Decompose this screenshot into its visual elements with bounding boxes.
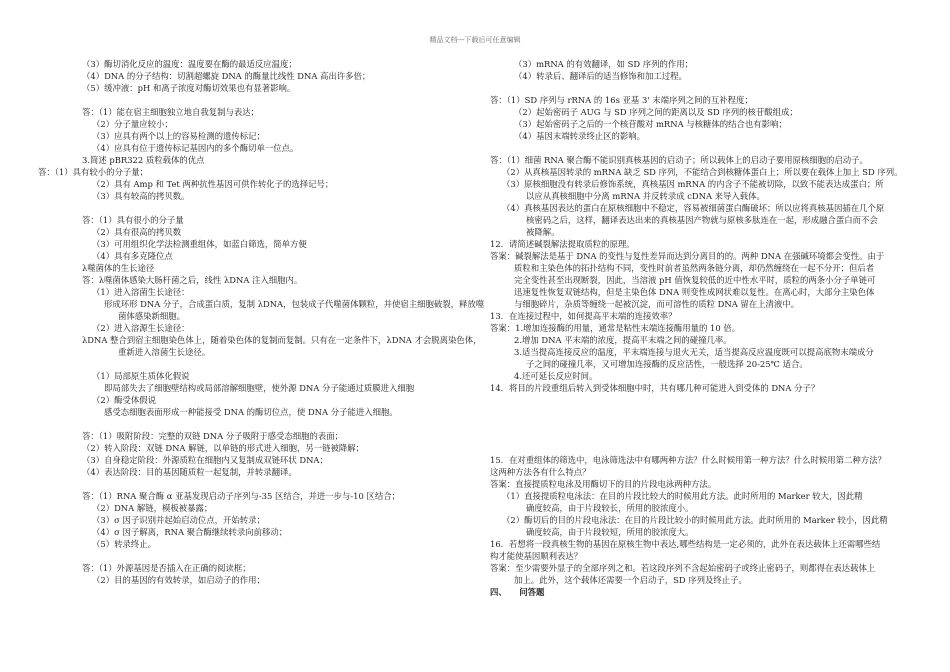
page-header: 精品文档---下载后可任意编辑 xyxy=(429,36,521,44)
blank-line xyxy=(490,82,905,94)
text-line: 确度较高，由于片段较短，所用的胶浓度大。 xyxy=(526,527,694,537)
text-line: 即局部失去了细胞壁结构或局部溶解细胞壁，使外源 DNA 分子能通过质膜进入细胞 xyxy=(104,383,415,393)
text-line: 确度较高，由于片段较长，所用的胶浓度小。 xyxy=(526,503,694,513)
text-line: （2）具有 Amp 和 Tet 两种抗性基因可供作转化子的选择记号； xyxy=(92,179,334,189)
text-line: （4）DNA 的分子结构：切割超螺旋 DNA 的酶量比线性 DNA 高出许多倍； xyxy=(82,71,371,81)
text-line: 14．将目的片段重组后转入到受体细胞中时，共有哪几种可能进入到受体的 DNA 分子？ xyxy=(490,383,820,393)
text-line: （1）进入溶菌生长途径： xyxy=(92,287,190,297)
text-line: 答：（1）具有很小的分子量 xyxy=(82,215,184,225)
text-line: （3）自身稳定阶段：外源质粒在细胞内又复制成双链环状 DNA； xyxy=(82,455,328,465)
blank-line xyxy=(38,550,468,562)
text-line: 答案：至少需要外显子的全部序列之和。若这段序列不含起始密码子或终止密码子，则都得在表达载体上 xyxy=(490,563,876,573)
text-line: 形成环形 DNA 分子，合成蛋白质，复制 λDNA，包装成子代噬菌体颗粒，并使宿主细胞破裂，释放噬 xyxy=(104,299,485,309)
text-line: 3.适当提高连接反应的温度，平末端连接与退火无关，适当提高反应温度既可以提高底物末端成分 xyxy=(514,347,874,357)
text-line: 质粒和主染色体的拓扑结构不同，变性时前者虽然两条链分离，却仍然缠绕在一起不分开；但后者 xyxy=(514,263,875,273)
text-line: （2）目的基因的有效转录，如启动子的作用； xyxy=(92,575,265,585)
text-line: （3）可用组织化学法检测重组体，如蓝白筛选，简单方便 xyxy=(92,239,307,249)
text-line: 答：（1）SD 序列与 rRNA 的 16s 亚基 3' 末端序列之间的互补程度； xyxy=(490,95,753,105)
text-line: 答：（1）RNA 聚合酶 α 亚基发现启动子序列与-35 区结合，并进一步与-10 区结合； xyxy=(82,491,401,501)
blank-line xyxy=(38,358,468,370)
text-line: （4）基因末端转录终止区的影响。 xyxy=(514,131,645,141)
right-column xyxy=(490,58,905,598)
text-line: （3）酶切消化反应的温度：温度要在酶的最适反应温度； xyxy=(82,59,297,69)
text-line: 答案：1.增加连接酶的用量，通常是粘性末端连接酶用量的 10 倍。 xyxy=(490,323,741,333)
text-line: 15．在对重组体的筛选中，电泳筛选法中有哪两种方法？什么时候用第一种方法？什么时候用第二种方法？ xyxy=(490,455,886,465)
text-line: （2）具有很高的拷贝数 xyxy=(92,227,182,237)
text-line: （4）σ 因子解离，RNA 聚合酶继续转录向前移动； xyxy=(92,527,288,537)
blank-line xyxy=(490,442,905,454)
text-line: （4）应具有位于遗传标记基因内的多个酶切单一位点。 xyxy=(92,143,299,153)
text-line: 迅速复性恢复双链结构，但是主染色体 DNA 则变性成网状难以复性。在离心时，大部分主染色体 xyxy=(514,287,875,297)
text-line: 答案：直接提质粒电泳及用酶切下的目的片段电泳两种方法。 xyxy=(490,479,717,489)
text-line: 答案：碱裂解法是基于 DNA 的变性与复性差异而达到分离目的的。两种 DNA 在强碱环境都会变性。由于 xyxy=(490,251,885,261)
text-line: （2）从真核基因转录的 mRNA 缺乏 SD 序列，不能结合到核糖体蛋白上；所以要在载体上加上 SD 序列。 xyxy=(502,167,903,177)
text-line: 这两种方法各有什么特点？ xyxy=(490,467,591,477)
text-line: （3）σ 因子识别并起始启动位点，开始转录； xyxy=(92,515,265,525)
text-line: （4）真核基因表达的蛋白在原核细胞中不稳定，容易被细菌蛋白酶破坏；所以应将真核基因插在几个原 xyxy=(502,203,885,213)
blank-line xyxy=(490,418,905,430)
text-line: 加上。此外，这个载体还需要一个启动子，SD 序列及终止子。 xyxy=(514,575,747,585)
text-line: （4）具有多克隆位点 xyxy=(92,251,173,261)
text-line: λ噬菌体的生长途径 xyxy=(82,263,155,273)
text-line: 答：λ噬菌体感染大肠杆菌之后，线性 λDNA 注入细胞内。 xyxy=(82,275,303,285)
text-line: 四、 问答题 xyxy=(490,587,545,597)
text-line: λDNA 整合到宿主细胞染色体上，随着染色体的复制而复制。只有在一定条件下，λDNA 才会脱离染色体， xyxy=(82,335,482,345)
text-line: 与细胞碎片，杂质等缠绕一起被沉淀，而可溶性的质粒 DNA 留在上清液中。 xyxy=(514,299,800,309)
text-line: 答：（1）吸附阶段：完整的双链 DNA 分子吸附于感受态细胞的表面； xyxy=(82,431,344,441)
text-line: （5）转录终止。 xyxy=(92,539,156,549)
text-line: 答：（1）细菌 RNA 聚合酶不能识别真核基因的启动子；所以载体上的启动子要用原核细胞的启动子。 xyxy=(490,155,868,165)
text-line: （1）直接提质粒电泳法：在目的片段比较大的时候用此方法。此时所用的 Marker 较大，因此精 xyxy=(502,491,863,501)
text-line: （2）酶受体假说 xyxy=(92,395,156,405)
text-line: （1）局部原生质体化假说 xyxy=(92,371,190,381)
text-line: （3）应具有两个以上的容易检测的遗传标记； xyxy=(92,131,265,141)
text-line: 核密码之后，这样，翻译表达出来的真核基因产物就与原核多肽连在一起，形成融合蛋白而不会 xyxy=(526,215,878,225)
text-line: 2.增加 DNA 平末端的浓度，提高平末端之间的碰撞几率。 xyxy=(514,335,732,345)
blank-line xyxy=(490,142,905,154)
blank-line xyxy=(38,202,468,214)
text-line: （3）mRNA 的有效翻译，如 SD 序列的作用； xyxy=(514,59,694,69)
text-line: 答：（1）具有较小的分子量； xyxy=(38,167,149,177)
blank-line xyxy=(38,94,468,106)
text-line: 4.还可延长反应时间。 xyxy=(514,371,598,381)
text-line: 菌体感染新细胞。 xyxy=(118,311,185,321)
text-line: 16．若想将一段真核生物的基因在原核生物中表达,哪些结构是一定必须的，此外在表达载体上还需哪些结 xyxy=(490,539,881,549)
text-line: 完全变性甚至出现断裂，因此，当溶液 pH 值恢复较低的近中性水平时，质粒的两条小分子单链可 xyxy=(514,275,876,285)
text-line: （3）具有较高的拷贝数。 xyxy=(92,191,190,201)
text-line: 重新进入溶菌生长途径。 xyxy=(118,347,211,357)
text-line: 构才能使基因顺利表达？ xyxy=(490,551,583,561)
text-line: （2）DNA 解链，模板被暴露； xyxy=(92,503,213,513)
text-line: （2）酶切后的目的片段电泳法：在目的片段比较小的时候用此方法。此时所用的 Marker 较小，因此精 xyxy=(502,515,888,525)
text-line: （4）表达阶段：目的基因随质粒一起复制，并转录翻译。 xyxy=(82,467,297,477)
text-line: （3）起始密码子之后的一个核苷酸对 mRNA 与核糖体的结合也有影响； xyxy=(514,119,787,129)
text-line: 13．在连接过程中，如何提高平末端的连接效率？ xyxy=(490,311,677,321)
text-line: 12．请简述碱裂解法提取质粒的原理。 xyxy=(490,239,635,249)
blank-line xyxy=(490,430,905,442)
text-line: 以应从真核细胞中分离 mRNA 并反转录成 cDNA 来导入载体。 xyxy=(526,191,765,201)
left-column xyxy=(38,58,485,586)
text-line: （2）分子量应较小； xyxy=(92,119,173,129)
blank-line xyxy=(490,394,905,406)
text-line: 答：（1）外源基因是否插入在正确的阅读框； xyxy=(82,563,251,573)
text-line: （4）转录后、翻译后的适当修饰和加工过程。 xyxy=(514,71,687,81)
text-line: （2）转入阶段：双链 DNA 解链，以单链的形式进入细胞，另一链被降解； xyxy=(82,443,364,453)
text-line: （5）缓冲液：pH 和离子浓度对酶切效果也有显著影响。 xyxy=(82,83,296,93)
text-line: 被降解。 xyxy=(526,227,560,237)
text-line: （2）起始密码子 AUG 与 SD 序列之间的距离以及 SD 序列的核苷酸组成； xyxy=(514,107,798,117)
text-line: 3.简述 pBR322 质粒载体的优点 xyxy=(82,155,205,165)
blank-line xyxy=(490,406,905,418)
text-line: （3）原核细胞没有转录后修饰系统，真核基因 mRNA 的内含子不能被切除，以致不能表达成蛋白；所 xyxy=(502,179,884,189)
blank-line xyxy=(38,478,468,490)
text-line: （2）进入溶源生长途径： xyxy=(92,323,190,333)
blank-line xyxy=(38,418,468,430)
text-line: 感受态细胞表面形成一种能接受 DNA 的酶切位点，使 DNA 分子能进入细胞。 xyxy=(104,407,398,417)
text-line: 答：（1）能在宿主细胞独立地自我复制与表达； xyxy=(82,107,260,117)
text-line: 子之间的碰撞几率，又可增加连接酶的反应活性，一般选择 20-25℃ 适合。 xyxy=(526,359,808,369)
